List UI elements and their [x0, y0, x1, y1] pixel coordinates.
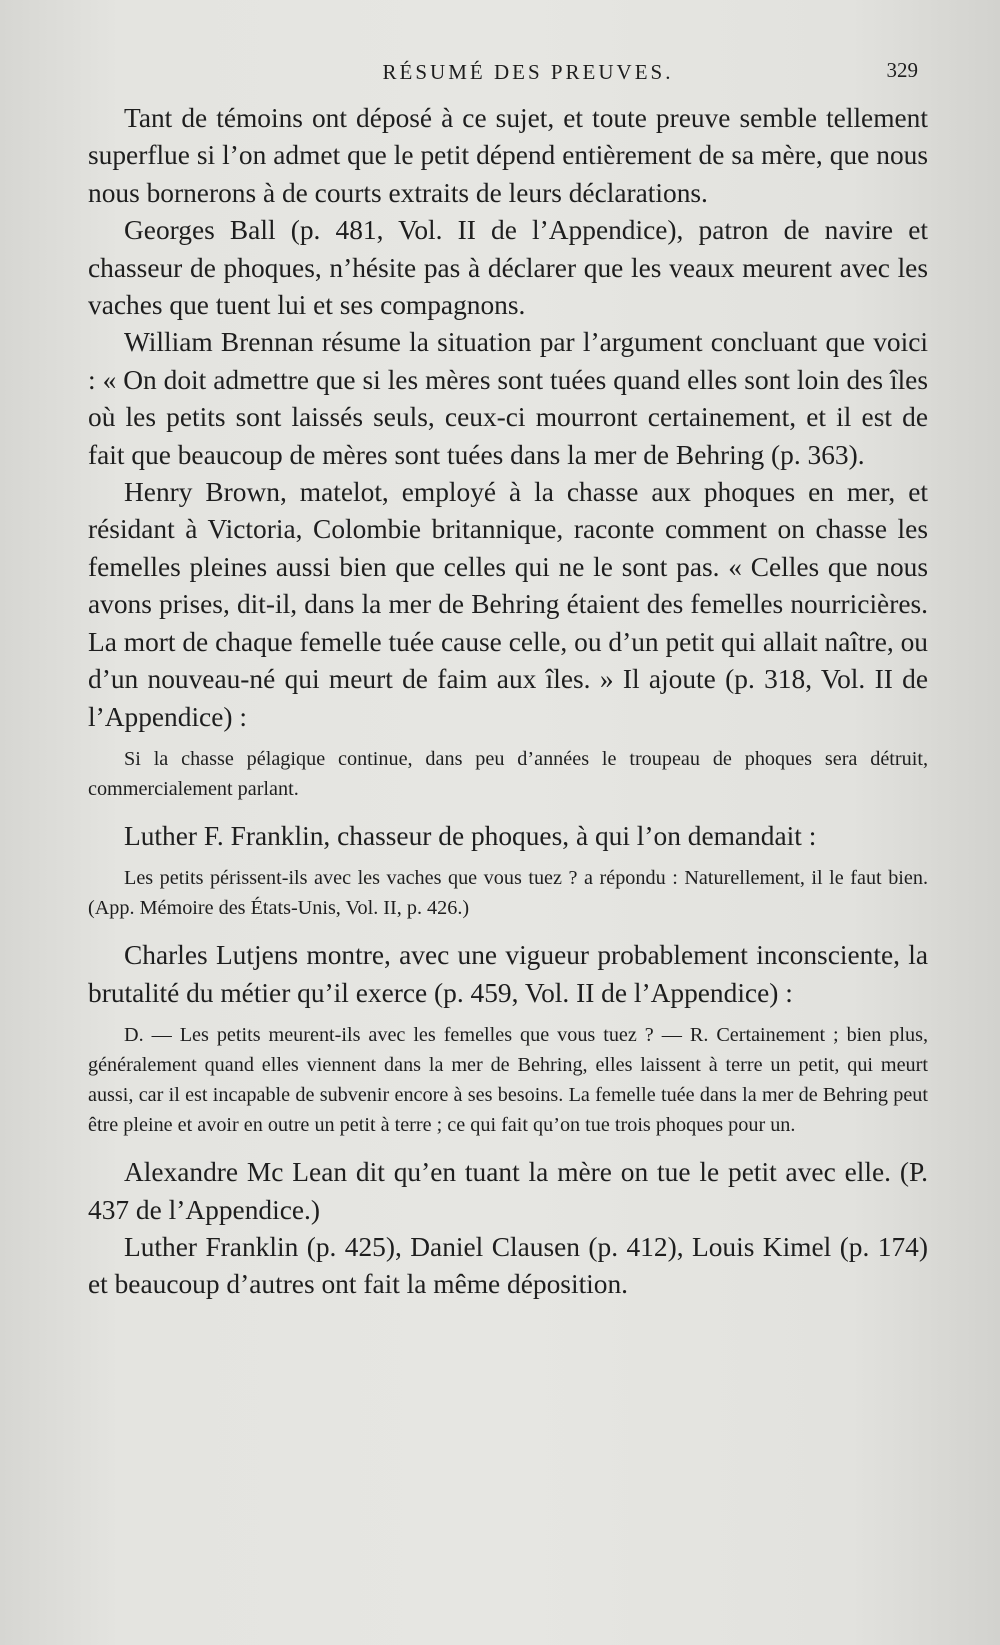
- running-title: RÉSUMÉ DES PREUVES.: [382, 60, 674, 84]
- quote-lutjens: D. — Les petits meurent-ils avec les femelles que vous tuez ? — R. Certainement ; bien plus, généralement quand elles viennent dans la mer de Behring, elles laissent à terre un petit, qui meurt aussi, car il est incapable de subvenir encore à ses besoins. La femelle tuée dans la mer de Behring peut être pleine et avoir en outre un petit à terre ; ce qui fait qu’on tue trois phoques pour un.: [88, 1024, 928, 1137]
- quote-brown: Si la chasse pélagique continue, dans peu d’années le troupeau de phoques sera détruit, commercialement parlant.: [88, 747, 928, 800]
- quote-franklin: Les petits périssent-ils avec les vaches que vous tuez ? a répondu : Naturellement, il le faut bien. (App. Mémoire des États-Unis, Vol. II, p. 426.): [88, 867, 928, 920]
- page-number: 329: [886, 58, 918, 82]
- paragraph-others: Luther Franklin (p. 425), Daniel Clausen (p. 412), Louis Kimel (p. 174) et beaucoup d’autres ont fait la même déposition.: [88, 1231, 928, 1300]
- paragraph-franklin: Luther F. Franklin, chasseur de phoques, à qui l’on demandait :: [124, 820, 817, 851]
- paragraph-brennan: William Brennan résume la situation par l’argument concluant que voici : « On doit admettre que si les mères sont tuées quand elles sont loin des îles où les petits sont laissés seuls, ceux-ci mourront certainement, et il est de fait que beaucoup de mères sont tuées dans la mer de Behring (p. 363).: [88, 327, 928, 470]
- paragraph-intro: Tant de témoins ont déposé à ce sujet, et toute preuve semble tellement superflue si l’on admet que le petit dépend entièrement de sa mère, que nous nous bornerons à de courts extraits de leurs déclarations.: [88, 103, 928, 208]
- body-text: [88, 100, 928, 1304]
- running-head: [88, 52, 928, 90]
- paragraph-brown: Henry Brown, matelot, employé à la chasse aux phoques en mer, et résidant à Victoria, Colombie britannique, raconte comment on chasse les femelles pleines aussi bien que celles qui ne le sont pas. « Celles que nous avons prises, dit-il, dans la mer de Behring étaient des femelles nourricières. La mort de chaque femelle tuée cause celle, ou d’un petit qui allait naître, ou d’un nouveau-né qui meurt de faim aux îles. » Il ajoute (p. 318, Vol. II de l’Appendice) :: [88, 477, 928, 732]
- paragraph-mclean: Alexandre Mc Lean dit qu’en tuant la mère on tue le petit avec elle. (P. 437 de l’Appendice.): [88, 1157, 928, 1225]
- paragraph-ball: Georges Ball (p. 481, Vol. II de l’Appendice), patron de navire et chasseur de phoques, n’hésite pas à déclarer que les veaux meurent avec les vaches que tuent lui et ses compagnons.: [88, 215, 928, 321]
- paragraph-lutjens: Charles Lutjens montre, avec une vigueur probablement inconsciente, la brutalité du métier qu’il exerce (p. 459, Vol. II de l’Appendice) :: [88, 940, 928, 1008]
